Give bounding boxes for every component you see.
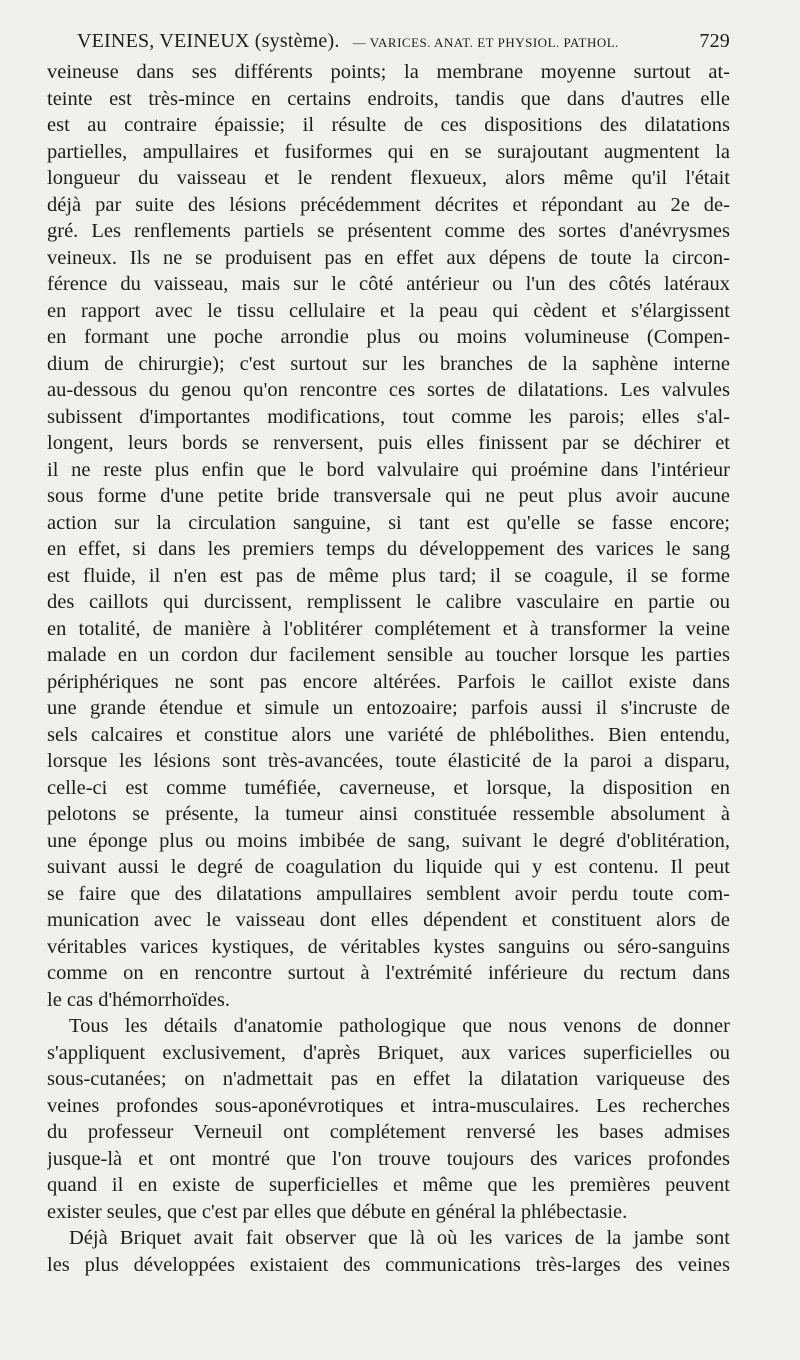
- running-head-title: VEINES, VEINEUX (système).: [77, 30, 340, 52]
- text-line: Déjà Briquet avait fait observer que là où les varices de la jambe sont: [69, 1227, 730, 1249]
- text-line: le cas d'hémorrhoïdes.: [47, 988, 231, 1011]
- text-line: est fluide, il n'en est pas de même plus tard; il se coagule, il se forme: [47, 564, 730, 587]
- text-line: au-dessous du genou qu'on rencontre ces sortes de dilatations. Les valvules: [47, 379, 730, 401]
- page-number: 729: [699, 30, 730, 52]
- text-line: dium de chirurgie); c'est surtout sur les branches de la saphène interne: [47, 352, 730, 375]
- text-line: s'appliquent exclusivement, d'après Briquet, aux varices superficielles ou: [47, 1041, 730, 1064]
- text-line: est au contraire épaissie; il résulte de ces dispositions des dilatations: [47, 114, 730, 136]
- text-line: en rapport avec le tissu cellulaire et la peau qui cèdent et s'élargissent: [47, 299, 730, 322]
- text-line: longueur du vaisseau et le rendent flexueux, alors même qu'il l'était: [47, 167, 730, 189]
- text-line: partielles, ampullaires et fusiformes qui en se surajoutant augmentent la: [47, 140, 730, 163]
- text-line: lorsque les lésions sont très-avancées, toute élasticité de la paroi a disparu,: [47, 750, 730, 772]
- text-line: périphériques ne sont pas encore altérées. Parfois le caillot existe dans: [47, 670, 730, 693]
- text-line: gré. Les renflements partiels se présentent comme des sortes d'anévrysmes: [47, 220, 730, 242]
- text-line: comme on en rencontre surtout à l'extrémité inférieure du rectum dans: [47, 962, 730, 984]
- text-line: longent, leurs bords se renversent, puis elles finissent par se déchirer et: [47, 432, 730, 454]
- text-line: veineuse dans ses différents points; la membrane moyenne surtout at-: [47, 61, 730, 83]
- running-head: [47, 30, 730, 53]
- text-line: exister seules, que c'est par elles que débute en général la phlébectasie.: [47, 1200, 628, 1223]
- text-line: des caillots qui durcissent, remplissent le calibre vasculaire en partie ou: [47, 591, 730, 613]
- text-line: se faire que des dilatations ampullaires semblent avoir perdu toute com-: [47, 882, 730, 905]
- text-line: suivant aussi le degré de coagulation du liquide qui y est contenu. Il peut: [47, 856, 730, 878]
- text-line: du professeur Verneuil ont complétement renversé les bases admises: [47, 1121, 730, 1143]
- text-line: en totalité, de manière à l'oblitérer complétement et à transformer la veine: [47, 617, 730, 640]
- text-line: sous-cutanées; on n'admettait pas en effet la dilatation variqueuse des: [47, 1068, 730, 1090]
- body-text: [47, 59, 730, 1278]
- text-line: veineux. Ils ne se produisent pas en effet aux dépens de toute la circon-: [47, 246, 730, 269]
- text-line: en formant une poche arrondie plus ou moins volumineuse (Compen-: [47, 326, 730, 348]
- text-line: déjà par suite des lésions précédemment décrites et répondant au 2e de-: [47, 193, 730, 216]
- text-line: sous forme d'une petite bride transversale qui ne peut plus avoir aucune: [47, 485, 730, 507]
- text-line: subissent d'importantes modifications, tout comme les parois; elles s'al-: [47, 405, 730, 428]
- text-line: véritables varices kystiques, de véritables kystes sanguins ou séro-sanguins: [47, 935, 730, 958]
- text-line: férence du vaisseau, mais sur le côté antérieur ou l'un des côtés latéraux: [47, 273, 730, 295]
- text-line: veines profondes sous-aponévrotiques et intra-musculaires. Les recherches: [47, 1094, 730, 1117]
- text-line: les plus développées existaient des communications très-larges des veines: [47, 1253, 730, 1276]
- text-line: quand il en existe de superficielles et même que les premières peuvent: [47, 1174, 730, 1196]
- text-line: jusque-là et ont montré que l'on trouve toujours des varices profondes: [47, 1147, 730, 1170]
- text-line: une éponge plus ou moins imbibée de sang, suivant le degré d'oblitération,: [47, 829, 730, 852]
- text-line: teinte est très-mince en certains endroits, tandis que dans d'autres elle: [47, 87, 730, 110]
- text-line: celle-ci est comme tuméfiée, caverneuse, et lorsque, la disposition en: [47, 776, 730, 799]
- text-line: sels calcaires et constitue alors une variété de phlébolithes. Bien entendu,: [47, 723, 730, 746]
- text-line: en effet, si dans les premiers temps du développement des varices le sang: [47, 538, 730, 560]
- text-line: une grande étendue et simule un entozoaire; parfois aussi il s'incruste de: [47, 697, 730, 719]
- running-head-subtitle: — VARICES. ANAT. ET PHYSIOL. PATHOL.: [352, 35, 619, 50]
- text-line: action sur la circulation sanguine, si tant est qu'elle se fasse encore;: [47, 511, 730, 534]
- text-line: pelotons se présente, la tumeur ainsi constituée ressemble absolument à: [47, 803, 730, 825]
- text-line: il ne reste plus enfin que le bord valvulaire qui proémine dans l'intérieur: [47, 458, 730, 481]
- text-line: munication avec le vaisseau dont elles dépendent et constituent alors de: [47, 909, 730, 931]
- text-line: malade en un cordon dur facilement sensible au toucher lorsque les parties: [47, 644, 730, 666]
- text-line: Tous les détails d'anatomie pathologique que nous venons de donner: [69, 1015, 730, 1037]
